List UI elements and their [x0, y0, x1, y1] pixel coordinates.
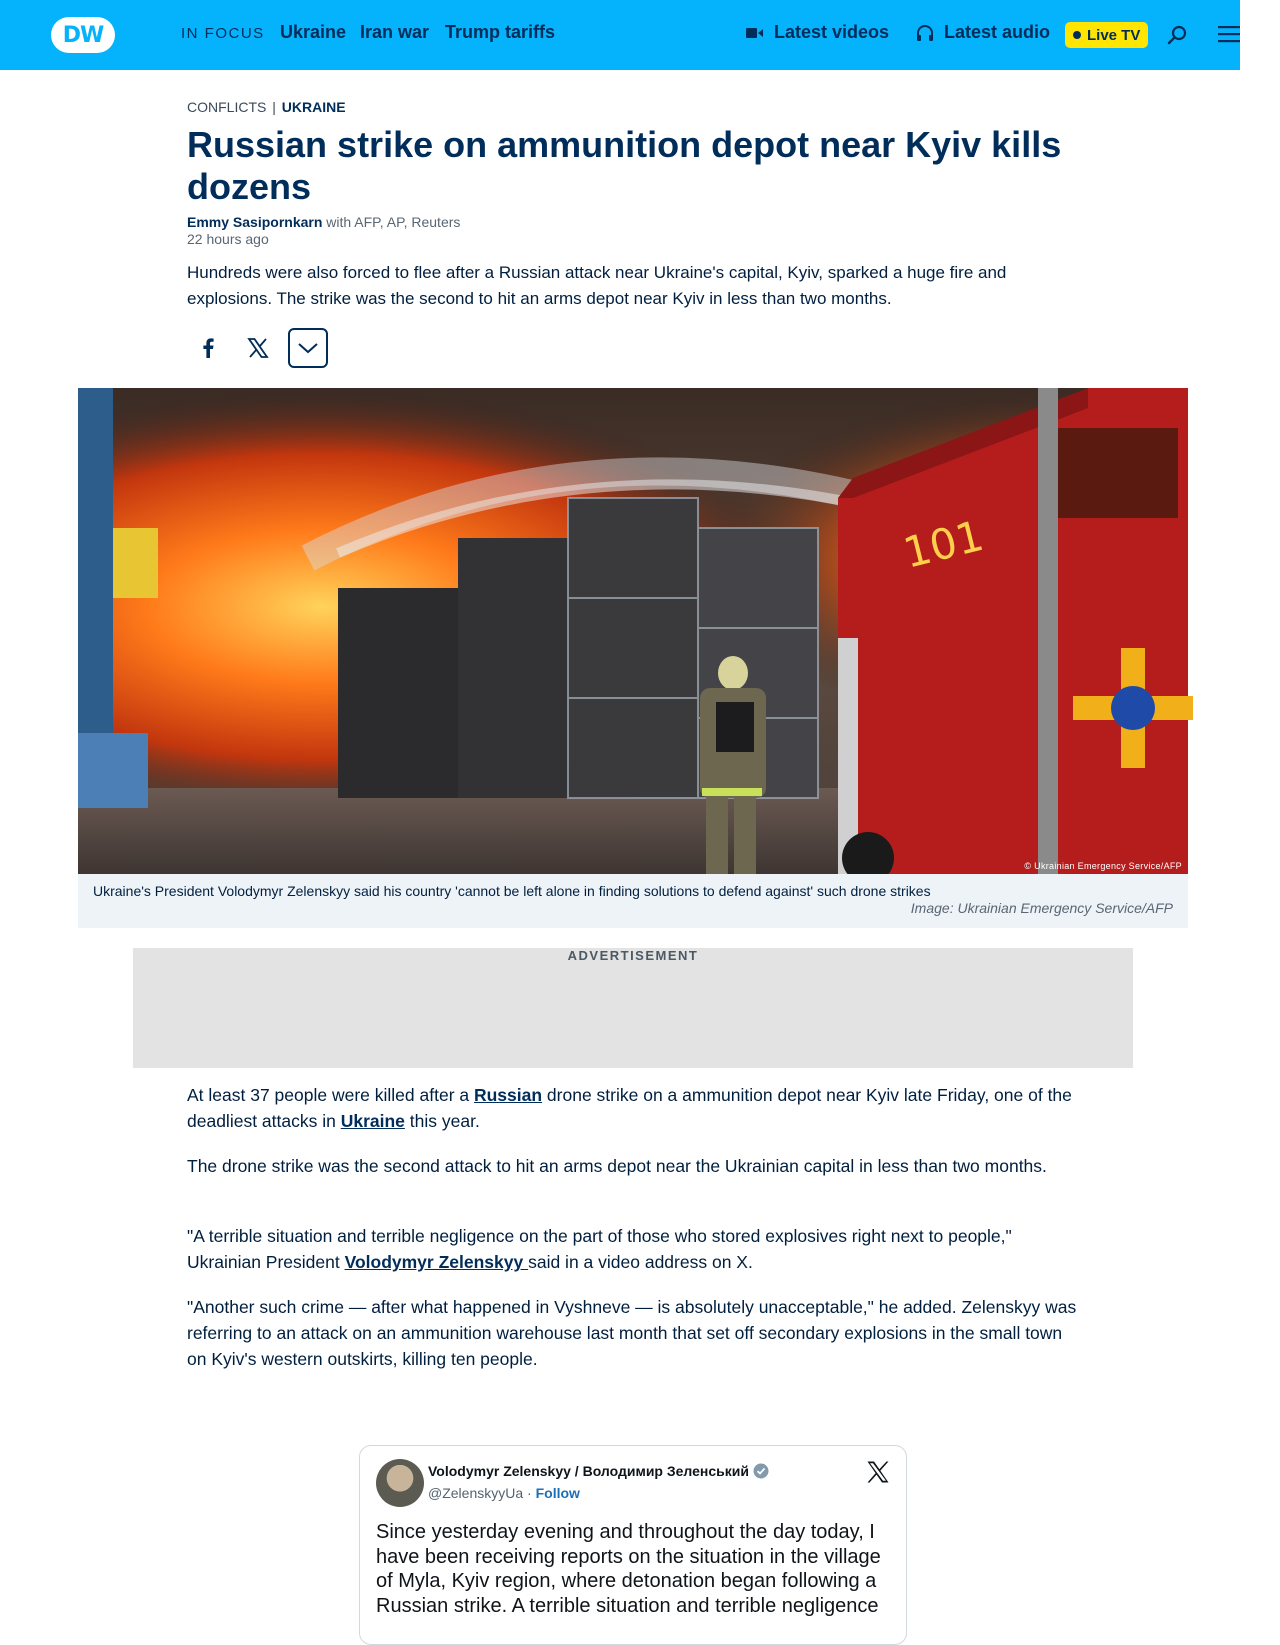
article-headline: Russian strike on ammunition depot near Kyiv kills dozens	[187, 124, 1062, 207]
headphones-icon	[916, 25, 934, 41]
latest-videos-link[interactable]	[746, 22, 889, 43]
embedded-tweet[interactable]	[359, 1445, 907, 1645]
link-zelenskyy[interactable]: Volodymyr Zelenskyy	[344, 1252, 529, 1272]
tweet-avatar[interactable]	[376, 1459, 424, 1507]
topic-link-ukraine[interactable]: Ukraine	[280, 22, 347, 42]
tweet-dot-separator: ·	[527, 1485, 532, 1501]
live-tv-label: Live TV	[1087, 26, 1141, 44]
image-caption-box	[78, 874, 1188, 928]
topic-link-iran-war[interactable]: Iran war	[360, 22, 430, 42]
tweet-follow-button[interactable]: Follow	[535, 1485, 580, 1501]
dw-logo[interactable]	[51, 17, 115, 53]
p3-text-a: "A terrible situation and terrible negligence on the part of those who stored explosives right next to people," Ukrainian President	[187, 1226, 1012, 1272]
live-dot-icon	[1073, 31, 1081, 39]
facebook-icon	[202, 338, 214, 358]
breadcrumb-separator: |	[272, 99, 276, 115]
p1-text-a: At least 37 people were killed after a	[187, 1085, 474, 1105]
author-link[interactable]: Emmy Sasipornkarn	[187, 214, 323, 230]
body-paragraph-4: "Another such crime — after what happened in Vyshneve — is absolutely unacceptable," he added. Zelenskyy was referring to an attack on an ammunition warehouse last month that set off secondary explosions in the small town on Kyiv's western outskirts, killing ten people.	[187, 1297, 1077, 1369]
chevron-down-icon	[297, 342, 319, 354]
tweet-text: Since yesterday evening and throughout the day today, I have been receiving reports on the situation in the village of Myla, Kyiv region, where detonation began following a Russian strike. A terrible situation and terrible negligence	[376, 1521, 881, 1617]
hamburger-menu-icon[interactable]	[1218, 24, 1240, 44]
in-focus-label: IN FOCUS	[181, 25, 265, 42]
p1-text-c: this year.	[404, 1111, 480, 1131]
verified-badge-icon	[753, 1463, 769, 1479]
live-tv-button[interactable]	[1065, 22, 1148, 48]
video-camera-icon	[746, 26, 764, 40]
tweet-author-name[interactable]	[428, 1463, 769, 1479]
tweet-author-name-text: Volodymyr Zelenskyy / Володимир Зеленський	[428, 1463, 749, 1479]
tweet-handle-row	[428, 1485, 580, 1501]
search-icon[interactable]	[1166, 24, 1188, 46]
body-paragraph-1	[187, 1082, 1077, 1134]
image-caption: Ukraine's President Volodymyr Zelenskyy said his country 'cannot be left alone in finding solutions to defend against' such drone strikes	[93, 883, 931, 899]
topic-link-trump-tariffs[interactable]: Trump tariffs	[445, 22, 556, 42]
image-overlay-credit: © Ukrainian Emergency Service/AFP	[1024, 861, 1182, 871]
hero-image	[78, 388, 1188, 874]
link-ukraine[interactable]: Ukraine	[340, 1111, 405, 1131]
article-teaser: Hundreds were also forced to flee after a Russian attack near Ukraine's capital, Kyiv, sparked a huge fire and explosions. The strike was the second to hit an arms depot near Kyiv in less than two months.	[187, 263, 1007, 308]
p1-text-b: drone strike on a ammunition depot near Kyiv late Friday, one of the deadliest attacks in	[187, 1085, 1072, 1131]
fire-scene-image	[78, 388, 1188, 874]
advertisement-label: ADVERTISEMENT	[567, 948, 699, 963]
top-navigation-bar	[0, 0, 1240, 70]
link-russia[interactable]: Russian	[473, 1085, 543, 1105]
x-icon	[248, 338, 268, 358]
latest-audio-label: Latest audio	[944, 22, 1051, 42]
byline	[187, 214, 460, 230]
logo-text: DW	[62, 22, 104, 48]
tweet-handle[interactable]: @ZelenskyyUa	[428, 1485, 524, 1501]
share-more-button[interactable]	[288, 328, 328, 368]
x-logo-icon[interactable]	[866, 1460, 890, 1484]
breadcrumb	[187, 99, 346, 115]
breadcrumb-category-conflicts[interactable]: CONFLICTS	[187, 99, 267, 115]
body-paragraph-3	[187, 1223, 1077, 1275]
share-x-button[interactable]	[238, 328, 278, 368]
image-credit: Image: Ukrainian Emergency Service/AFP	[910, 900, 1173, 916]
breadcrumb-category-ukraine[interactable]: UKRAINE	[281, 99, 346, 115]
agencies-text: with AFP, AP, Reuters	[326, 214, 461, 230]
svg-text:101: 101	[898, 510, 989, 578]
publish-time: 22 hours ago	[187, 231, 269, 247]
advertisement-slot[interactable]	[133, 948, 1133, 1068]
p3-text-b: said in a video address on X.	[528, 1252, 753, 1272]
share-facebook-button[interactable]	[188, 328, 228, 368]
latest-videos-label: Latest videos	[774, 22, 890, 42]
latest-audio-link[interactable]	[916, 22, 1050, 43]
body-paragraph-2: The drone strike was the second attack to hit an arms depot near the Ukrainian capital in less than two months.	[187, 1156, 1047, 1176]
